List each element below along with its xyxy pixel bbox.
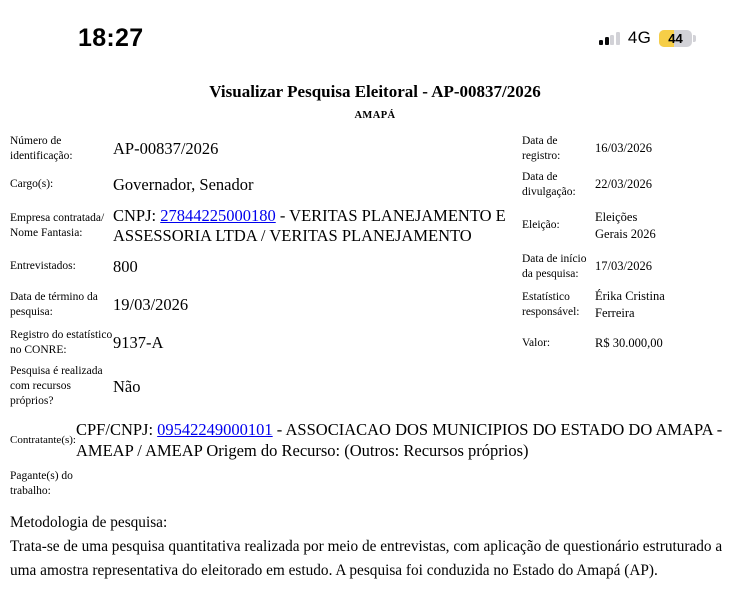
field-label: Entrevistados: [10,260,76,273]
field-label: Cargo(s): [10,178,54,191]
methodology-label: Metodologia de pesquisa: [10,514,168,532]
field-value: 17/03/2026 [595,259,652,274]
field-value: 19/03/2026 [113,295,189,315]
details-grid [10,134,670,409]
field-label: Registro do estatístico no CONRE: [10,329,113,357]
empresa-contratada-value [113,206,522,246]
page-content [0,82,750,583]
field-label: Estatístico responsável: [522,291,580,319]
field-value: 800 [113,256,138,276]
signal-bar [605,37,609,45]
field-label: Data de divulgação: [522,170,576,198]
status-right-cluster [599,28,696,48]
cellular-signal-icon [599,32,620,45]
field-label: Valor: [522,336,551,349]
field-label: Pagante(s) do trabalho: [10,470,73,498]
field-value: Érika Cristina Ferreira [595,288,665,321]
battery-icon [659,30,696,47]
battery-percent: 44 [668,30,683,46]
signal-bar [599,40,603,45]
field-label: Data de término da pesquisa: [10,291,98,319]
field-label: Data de registro: [522,135,561,162]
status-time: 18:27 [78,23,144,52]
contratante-row [10,419,740,461]
contratante-name: - ASSOCIACAO DOS MUNICIPIOS DO ESTADO DO AMAPA - AMEAP / AMEAP Origem do Recurso: (Outros: Recursos próprios) [76,420,723,461]
methodology-section [10,511,740,583]
field-label: Pesquisa é realizada com recursos próprios? [10,365,103,408]
field-value: R$ 30.000,00 [595,335,663,350]
field-value: AP-00837/2026 [113,138,219,158]
empresa-cnpj-link[interactable]: 27844225000180 [160,205,276,225]
region-subtitle: AMAPÁ [354,110,396,121]
page-title: Visualizar Pesquisa Eleitoral - AP-00837/2026 [209,82,541,101]
field-value: 9137-A [113,333,164,353]
contratante-value [76,419,740,461]
field-label: Contratante(s): [10,434,76,447]
cpf-cnpj-prefix: CPF/CNPJ: [76,420,158,440]
field-value: 16/03/2026 [595,141,652,156]
field-value: Eleições Gerais 2026 [595,209,656,241]
signal-bar [610,35,614,45]
contratante-cnpj-link[interactable]: 09542249000101 [157,420,273,440]
network-type-label: 4G [627,28,651,47]
field-label: Data de início da pesquisa: [522,253,587,280]
field-value: 22/03/2026 [595,177,652,192]
cnpj-prefix: CNPJ: [113,205,161,225]
field-value: Governador, Senador [113,174,254,194]
field-label: Empresa contratada/ Nome Fantasia: [10,211,105,239]
pagante-row [10,469,90,499]
battery-body [659,30,692,47]
signal-bar [616,32,620,45]
field-label: Eleição: [522,219,560,232]
methodology-text: Trata-se de uma pesquisa quantitativa realizada por meio de entrevistas, com aplicação de questionário estruturado a uma amostra representativa do eleitorado em estudo. A pesquisa foi conduzida no Estado do Amapá (AP). [10,538,723,580]
battery-nub [693,35,696,42]
field-value: Não [113,376,141,396]
status-bar [0,0,750,64]
empresa-name: - VERITAS PLANEJAMENTO E ASSESSORIA LTDA / VERITAS PLANEJAMENTO [113,205,506,245]
field-label: Número de identificação: [10,135,73,162]
